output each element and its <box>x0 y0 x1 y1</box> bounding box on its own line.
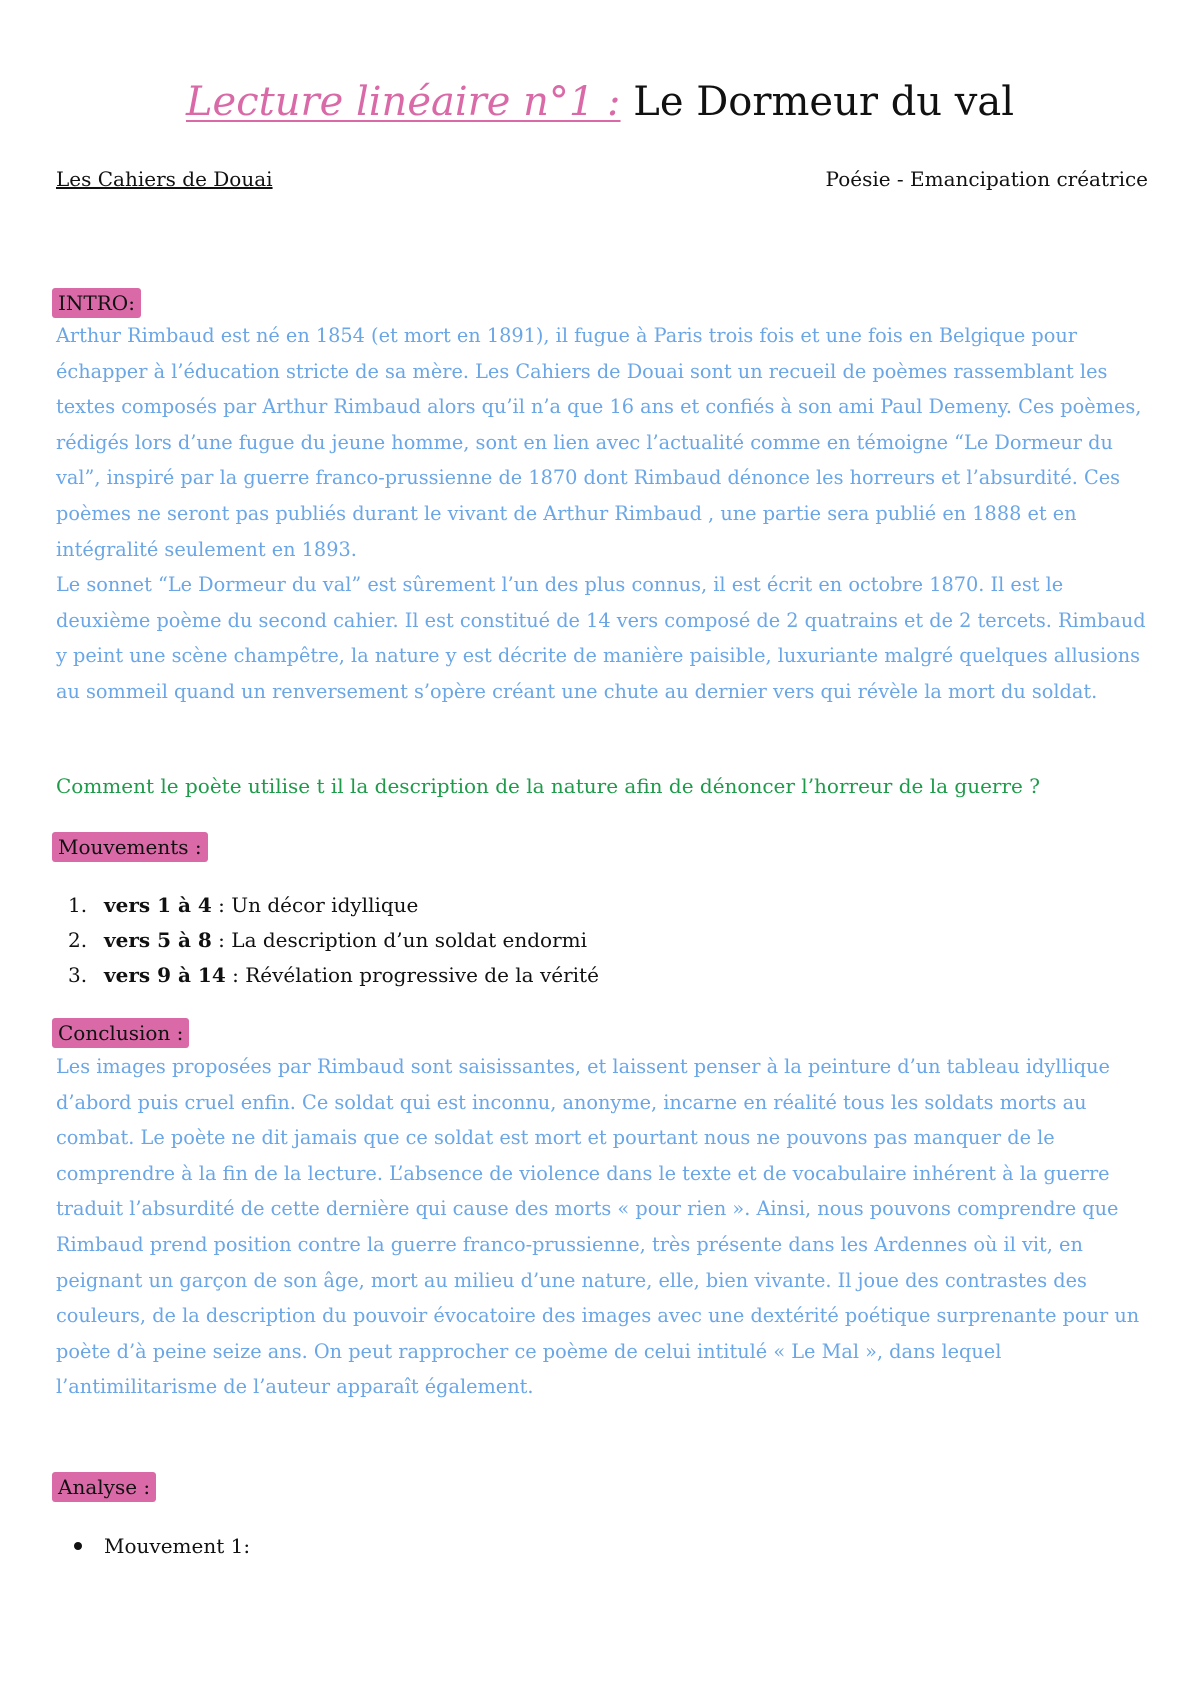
conclusion-label: Conclusion : <box>52 1018 189 1048</box>
analyse-item-label: Mouvement 1: <box>104 1534 251 1558</box>
movement-description: : Révélation progressive de la vérité <box>225 963 599 987</box>
page-title <box>0 76 1200 128</box>
list-number: 2. <box>68 928 88 952</box>
movements-label: Mouvements : <box>52 832 208 862</box>
title-prefix: Lecture linéaire n°1 : <box>185 79 621 125</box>
bullet-icon <box>74 1542 82 1550</box>
problem-question: Comment le poète utilise t il la description de la nature afin de dénoncer l’horreur de la guerre ? <box>56 774 1040 798</box>
document-header <box>56 164 1148 194</box>
movement-verses: vers 9 à 14 <box>104 963 226 987</box>
movement-verses: vers 1 à 4 <box>104 893 212 917</box>
theme-label: Poésie - Emancipation créatrice <box>825 167 1148 191</box>
conclusion-text: Les images proposées par Rimbaud sont saisissantes, et laissent penser à la peinture d’un tableau idyllique d’abord puis cruel enfin. Ce soldat qui est inconnu, anonyme, incarne en réalité tous les soldats morts au combat. Le poète ne dit jamais que ce soldat est mort et pourtant nous ne pouvons pas manquer de le comprendre à la fin de la lecture. L’absence de violence dans le texte et de vocabulaire inhérent à la guerre traduit l’absurdité de cette dernière qui cause des morts « pour rien ». Ainsi, nous pouvons comprendre que Rimbaud prend position contre la guerre franco-prussienne, très présente dans les Ardennes où il vit, en peignant un garçon de son âge, mort au milieu d’une nature, elle, bien vivante. Il joue des contrastes des couleurs, de la description du pouvoir évocatoire des images avec une dextérité poétique surprenante pour un poète d’à peine seize ans. On peut rapprocher ce poème de celui intitulé « Le Mal », dans lequel l’antimilitarisme de l’auteur apparaît également. <box>56 1055 1140 1399</box>
analyse-list <box>56 1530 250 1562</box>
movement-description: : Un décor idyllique <box>211 893 419 917</box>
movement-description: : La description d’un soldat endormi <box>211 928 588 952</box>
movement-verses: vers 5 à 8 <box>104 928 212 952</box>
list-item <box>56 958 599 993</box>
list-item <box>56 888 599 923</box>
intro-label: INTRO: <box>52 288 141 318</box>
title-main: Le Dormeur du val <box>633 79 1015 125</box>
list-item <box>56 1530 250 1562</box>
list-number: 1. <box>68 893 88 917</box>
list-number: 3. <box>68 963 88 987</box>
intro-text: Arthur Rimbaud est né en 1854 (et mort en 1891), il fugue à Paris trois fois et une fois en Belgique pour échapper à l’éducation stricte de sa mère. Les Cahiers de Douai sont un recueil de poèmes rassemblant les textes composés par Arthur Rimbaud alors qu’il n’a que 16 ans et confiés à son ami Paul Demeny. Ces poèmes, rédigés lors d’une fugue du jeune homme, sont en lien avec l’actualité comme en témoigne “Le Dormeur du val”, inspiré par la guerre franco-prussienne de 1870 dont Rimbaud dénonce les horreurs et l’absurdité. Ces poèmes ne seront pas publiés durant le vivant de Arthur Rimbaud , une partie sera publié en 1888 et en intégralité seulement en 1893. Le sonnet “Le Dormeur du val” est sûrement l’un des plus connus, il est écrit en octobre 1870. Il est le deuxième poème du second cahier. Il est constitué de 14 vers composé de 2 quatrains et de 2 tercets. Rimbaud y peint une scène champêtre, la nature y est décrite de manière paisible, luxuriante malgré quelques allusions au sommeil quand un renversement s’opère créant une chute au dernier vers qui révèle la mort du soldat. <box>56 324 1146 703</box>
analyse-label: Analyse : <box>52 1472 156 1502</box>
movements-list <box>56 888 599 993</box>
source-work: Les Cahiers de Douai <box>56 167 273 191</box>
list-item <box>56 923 599 958</box>
